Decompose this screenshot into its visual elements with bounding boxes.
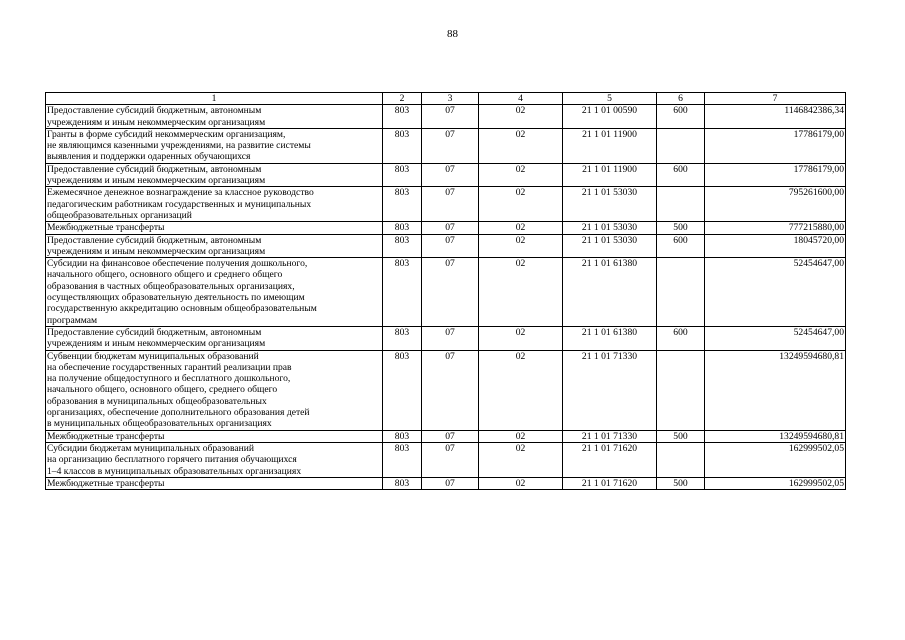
table-row	[46, 128, 846, 163]
row-name-cell: Межбюджетные трансферты	[46, 222, 383, 234]
row-ministry-code-cell: 803	[383, 430, 422, 442]
table-row	[46, 163, 846, 187]
row-amount-cell: 13249594680,81	[705, 430, 846, 442]
row-subsection-cell: 02	[479, 350, 563, 430]
row-amount-cell: 17786179,00	[705, 128, 846, 163]
row-expense-type-cell: 600	[657, 105, 705, 129]
row-amount-cell: 162999502,05	[705, 442, 846, 477]
row-ministry-code-cell: 803	[383, 442, 422, 477]
row-expense-type-cell: 600	[657, 234, 705, 258]
table-row	[46, 222, 846, 234]
row-expense-type-cell	[657, 187, 705, 222]
row-subsection-cell: 02	[479, 430, 563, 442]
row-target-article-cell: 21 1 01 11900	[563, 163, 657, 187]
row-section-cell: 07	[422, 350, 479, 430]
row-section-cell: 07	[422, 187, 479, 222]
row-target-article-cell: 21 1 01 61380	[563, 258, 657, 327]
table-row	[46, 105, 846, 129]
header-col-2: 2	[383, 93, 422, 105]
row-section-cell: 07	[422, 430, 479, 442]
row-name-cell: Предоставление субсидий бюджетным, автономным учреждениям и иным некоммерческим организациям	[46, 326, 383, 350]
row-expense-type-cell: 600	[657, 326, 705, 350]
row-name-cell: Субвенции бюджетам муниципальных образований на обеспечение государственных гарантий реализации прав на получение общедоступного и бесплатного дошкольного, начального общего, основного общего, среднего общего образования в муниципальных общеобразовательных организациях, обеспечение дополнительного образования детей в муниципальных общеобразовательных организациях	[46, 350, 383, 430]
row-expense-type-cell	[657, 442, 705, 477]
row-amount-cell: 162999502,05	[705, 477, 846, 489]
row-target-article-cell: 21 1 01 00590	[563, 105, 657, 129]
table-row	[46, 430, 846, 442]
row-target-article-cell: 21 1 01 61380	[563, 326, 657, 350]
table-row	[46, 258, 846, 327]
row-section-cell: 07	[422, 477, 479, 489]
row-target-article-cell: 21 1 01 71330	[563, 430, 657, 442]
row-section-cell: 07	[422, 222, 479, 234]
row-subsection-cell: 02	[479, 105, 563, 129]
header-col-4: 4	[479, 93, 563, 105]
table-row	[46, 187, 846, 222]
table-row	[46, 326, 846, 350]
table-row	[46, 350, 846, 430]
row-expense-type-cell: 500	[657, 477, 705, 489]
header-col-1: 1	[46, 93, 383, 105]
row-section-cell: 07	[422, 442, 479, 477]
row-name-cell: Предоставление субсидий бюджетным, автономным учреждениям и иным некоммерческим организациям	[46, 234, 383, 258]
row-amount-cell: 17786179,00	[705, 163, 846, 187]
row-ministry-code-cell: 803	[383, 350, 422, 430]
row-subsection-cell: 02	[479, 187, 563, 222]
row-expense-type-cell	[657, 128, 705, 163]
row-section-cell: 07	[422, 258, 479, 327]
row-ministry-code-cell: 803	[383, 105, 422, 129]
row-section-cell: 07	[422, 326, 479, 350]
row-expense-type-cell	[657, 258, 705, 327]
row-ministry-code-cell: 803	[383, 128, 422, 163]
row-subsection-cell: 02	[479, 477, 563, 489]
row-target-article-cell: 21 1 01 71620	[563, 477, 657, 489]
row-expense-type-cell	[657, 350, 705, 430]
row-name-cell: Гранты в форме субсидий некоммерческим организациям, не являющимся казенными учреждениями, на развитие системы выявления и поддержки одаренных обучающихся	[46, 128, 383, 163]
row-section-cell: 07	[422, 105, 479, 129]
row-subsection-cell: 02	[479, 128, 563, 163]
row-subsection-cell: 02	[479, 222, 563, 234]
row-name-cell: Субсидии бюджетам муниципальных образований на организацию бесплатного горячего питания обучающихся 1–4 классов в муниципальных образовательных организациях	[46, 442, 383, 477]
table-row	[46, 442, 846, 477]
row-target-article-cell: 21 1 01 71330	[563, 350, 657, 430]
row-amount-cell: 777215880,00	[705, 222, 846, 234]
row-ministry-code-cell: 803	[383, 234, 422, 258]
row-section-cell: 07	[422, 128, 479, 163]
row-amount-cell: 13249594680,81	[705, 350, 846, 430]
header-col-7: 7	[705, 93, 846, 105]
row-subsection-cell: 02	[479, 163, 563, 187]
row-target-article-cell: 21 1 01 11900	[563, 128, 657, 163]
row-amount-cell: 795261600,00	[705, 187, 846, 222]
row-expense-type-cell: 600	[657, 163, 705, 187]
row-expense-type-cell: 500	[657, 430, 705, 442]
row-ministry-code-cell: 803	[383, 187, 422, 222]
row-section-cell: 07	[422, 163, 479, 187]
row-name-cell: Предоставление субсидий бюджетным, автономным учреждениям и иным некоммерческим организациям	[46, 105, 383, 129]
table-header-row	[46, 93, 846, 105]
row-target-article-cell: 21 1 01 71620	[563, 442, 657, 477]
header-col-5: 5	[563, 93, 657, 105]
row-name-cell: Ежемесячное денежное вознаграждение за классное руководство педагогическим работникам государственных и муниципальных общеобразовательных организаций	[46, 187, 383, 222]
row-target-article-cell: 21 1 01 53030	[563, 222, 657, 234]
row-name-cell: Предоставление субсидий бюджетным, автономным учреждениям и иным некоммерческим организациям	[46, 163, 383, 187]
row-amount-cell: 52454647,00	[705, 326, 846, 350]
row-subsection-cell: 02	[479, 234, 563, 258]
row-name-cell: Межбюджетные трансферты	[46, 477, 383, 489]
row-section-cell: 07	[422, 234, 479, 258]
budget-table	[45, 92, 846, 490]
page-number: 88	[447, 28, 458, 40]
row-name-cell: Межбюджетные трансферты	[46, 430, 383, 442]
row-subsection-cell: 02	[479, 326, 563, 350]
row-ministry-code-cell: 803	[383, 222, 422, 234]
row-subsection-cell: 02	[479, 258, 563, 327]
header-col-6: 6	[657, 93, 705, 105]
row-target-article-cell: 21 1 01 53030	[563, 187, 657, 222]
row-name-cell: Субсидии на финансовое обеспечение получения дошкольного, начального общего, основного общего и среднего общего образования в частных общеобразовательных организациях, осуществляющих образовательную деятельность по имеющим государственную аккредитацию основным общеобразовательным программам	[46, 258, 383, 327]
row-ministry-code-cell: 803	[383, 258, 422, 327]
row-amount-cell: 1146842386,34	[705, 105, 846, 129]
row-ministry-code-cell: 803	[383, 326, 422, 350]
row-subsection-cell: 02	[479, 442, 563, 477]
table-row	[46, 234, 846, 258]
row-ministry-code-cell: 803	[383, 163, 422, 187]
row-amount-cell: 18045720,00	[705, 234, 846, 258]
row-expense-type-cell: 500	[657, 222, 705, 234]
row-target-article-cell: 21 1 01 53030	[563, 234, 657, 258]
header-col-3: 3	[422, 93, 479, 105]
table-row	[46, 477, 846, 489]
row-ministry-code-cell: 803	[383, 477, 422, 489]
row-amount-cell: 52454647,00	[705, 258, 846, 327]
